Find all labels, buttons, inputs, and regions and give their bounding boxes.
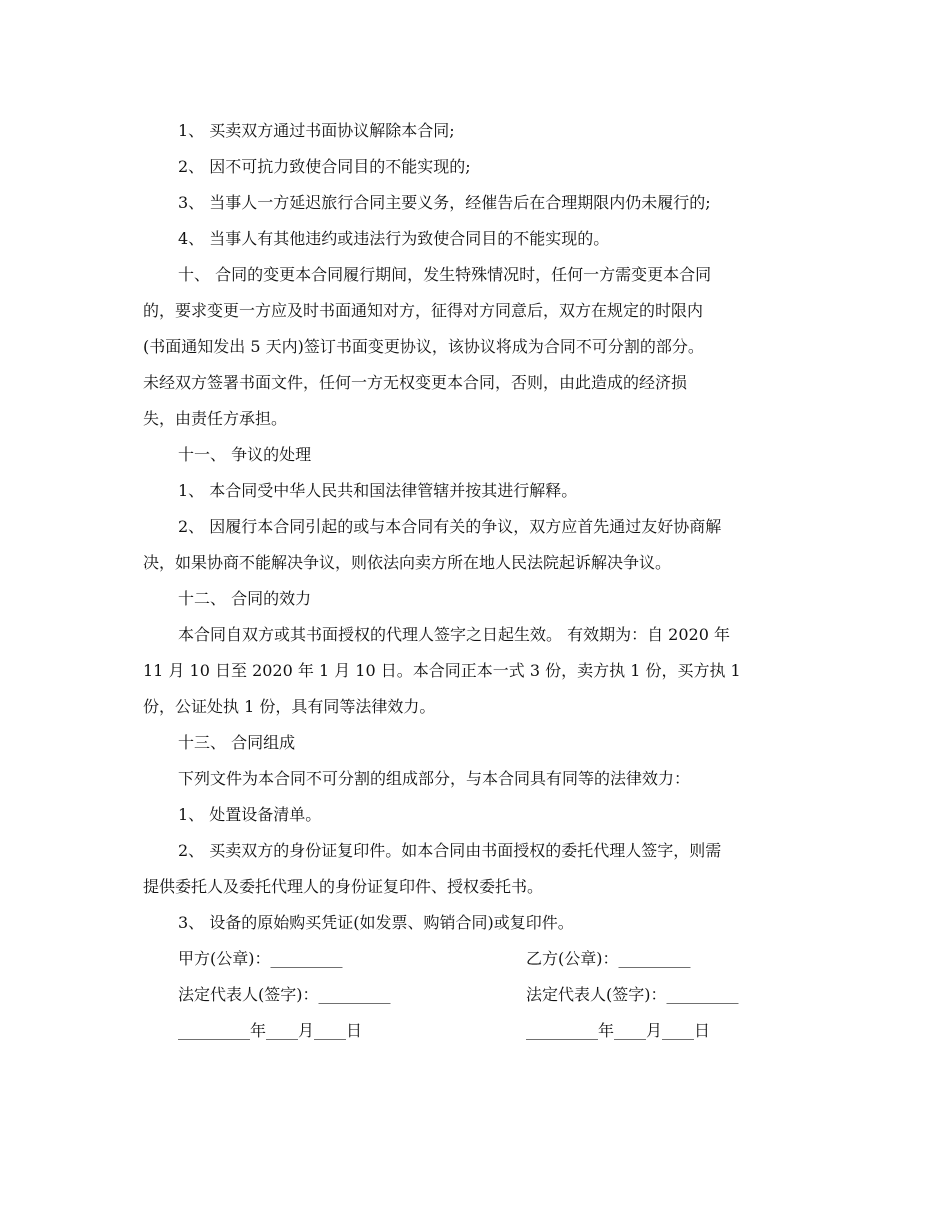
- section-13-intro: 下列文件为本合同不可分割的组成部分，与本合同具有同等的法律效力：: [178, 769, 691, 788]
- section-11-item-2-line-1: 2、 因履行本合同引起的或与本合同有关的争议，双方应首先通过友好协商解: [178, 517, 722, 536]
- section-11-heading: 十一、 争议的处理: [178, 445, 312, 464]
- section-12-line-1: 本合同自双方或其书面授权的代理人签字之日起生效。 有效期为：自 2020 年: [178, 625, 730, 644]
- section-12-line-2: 11 月 10 日至 2020 年 1 月 10 日。本合同正本一式 3 份，卖方执 1 份，买方执 1: [143, 661, 741, 680]
- section-11-item-2-line-2: 决，如果协商不能解决争议，则依法向卖方所在地人民法院起诉解决争议。: [143, 553, 672, 572]
- section-13-item-3: 3、 设备的原始购买凭证(如发票、购销合同)或复印件。: [178, 913, 574, 932]
- section-11-item-1: 1、 本合同受中华人民共和国法律管辖并按其进行解释。: [178, 481, 578, 500]
- section-13-heading: 十三、 合同组成: [178, 733, 296, 752]
- section-13-item-1: 1、 处置设备清单。: [178, 805, 322, 824]
- document-body: [143, 113, 813, 1049]
- section-10-line-1: 十、 合同的变更本合同履行期间，发生特殊情况时，任何一方需变更本合同: [178, 265, 712, 284]
- section-10-line-5: 失，由责任方承担。: [143, 409, 288, 428]
- party-b-date: _________年____月____日: [526, 1021, 711, 1040]
- signature-row-representative: [143, 977, 813, 1013]
- party-a-representative: 法定代表人(签字)：_________: [178, 985, 391, 1004]
- signature-row-date: [143, 1013, 813, 1049]
- termination-item-2: 2、 因不可抗力致使合同目的不能实现的;: [178, 157, 471, 176]
- section-10-line-4: 未经双方签署书面文件，任何一方无权变更本合同，否则，由此造成的经济损: [143, 373, 688, 392]
- section-13-item-2-line-2: 提供委托人及委托代理人的身份证复印件、授权委托书。: [143, 877, 544, 896]
- signature-block: [143, 941, 813, 1049]
- party-b-representative: 法定代表人(签字)：_________: [526, 985, 739, 1004]
- section-12-line-3: 份，公证处执 1 份，具有同等法律效力。: [143, 697, 436, 716]
- section-12-validity: [143, 581, 813, 725]
- termination-item-1: 1、 买卖双方通过书面协议解除本合同;: [178, 121, 455, 140]
- signature-row-seal: [143, 941, 813, 977]
- section-13-item-2-line-1: 2、 买卖双方的身份证复印件。如本合同由书面授权的委托代理人签字，则需: [178, 841, 722, 860]
- section-10-contract-change: [143, 257, 813, 437]
- party-a-seal: 甲方(公章)：_________: [178, 949, 343, 968]
- termination-item-4: 4、 当事人有其他违约或违法行为致使合同目的不能实现的。: [178, 229, 610, 248]
- section-11-dispute: [143, 437, 813, 581]
- section-10-line-3: (书面通知发出 5 天内)签订书面变更协议，该协议将成为合同不可分割的部分。: [143, 337, 704, 356]
- party-a-date: _________年____月____日: [178, 1021, 363, 1040]
- section-10-line-2: 的，要求变更一方应及时书面通知对方，征得对方同意后，双方在规定的时限内: [143, 301, 704, 320]
- party-b-seal: 乙方(公章)：_________: [526, 949, 691, 968]
- section-13-composition: [143, 725, 813, 941]
- termination-item-3: 3、 当事人一方延迟旅行合同主要义务，经催告后在合理期限内仍未履行的;: [178, 193, 711, 212]
- section-12-heading: 十二、 合同的效力: [178, 589, 312, 608]
